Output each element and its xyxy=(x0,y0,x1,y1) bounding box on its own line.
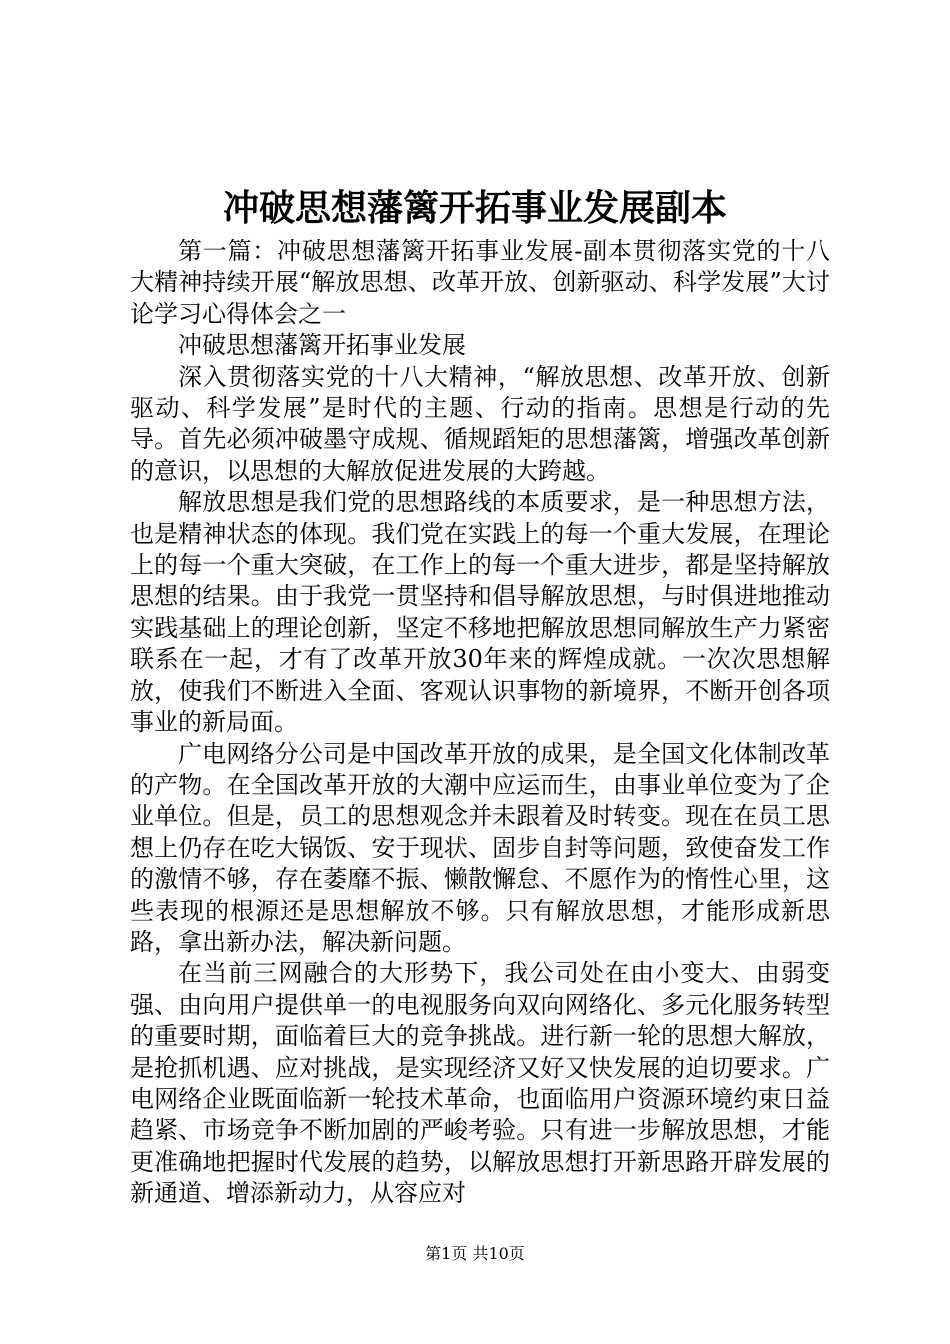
paragraph: 广电网络分公司是中国改革开放的成果，是全国文化体制改革的产物。在全国改革开放的大潮中应运而生，由事业单位变为了企业单位。但是，员工的思想观念并未跟着及时转变。现在在员工思想上仍存在吃大锅饭、安于现状、固步自封等问题，致使奋发工作的激情不够，存在萎靡不振、懒散懈怠、不愿作为的惰性心里，这些表现的根源还是思想解放不够。只有解放思想，才能形成新思路，拿出新办法，解决新问题。 xyxy=(130,739,830,956)
paragraph: 解放思想是我们党的思想路线的本质要求，是一种思想方法，也是精神状态的体现。我们党在实践上的每一个重大发展，在理论上的每一个重大突破，在工作上的每一个重大进步，都是坚持解放思想的结果。由于我党一贯坚持和倡导解放思想，与时俱进地推动实践基础上的理论创新，坚定不移地把解放思想同解放生产力紧密联系在一起，才有了改革开放30年来的辉煌成就。一次次思想解放，使我们不断进入全面、客观认识事物的新境界，不断开创各项事业的新局面。 xyxy=(130,488,830,737)
paragraph-subtitle: 冲破思想藩篱开拓事业发展 xyxy=(178,331,466,360)
page-number-footer: 第1页 共10页 xyxy=(425,1244,525,1263)
paragraph: 在当前三网融合的大形势下，我公司处在由小变大、由弱变强、由向用户提供单一的电视服务向双向网络化、多元化服务转型的重要时期，面临着巨大的竞争挑战。进行新一轮的思想大解放，是抢抓机遇、应对挑战，是实现经济又好又快发展的迫切要求。广电网络企业既面临新一轮技术革命，也面临用户资源环境约束日益趋紧、市场竞争不断加剧的严峻考验。只有进一步解放思想，才能更准确地把握时代发展的趋势，以解放思想打开新思路开辟发展的新通道、增添新动力，从容应对 xyxy=(130,959,830,1208)
paragraph: 深入贯彻落实党的十八大精神，“解放思想、改革开放、创新驱动、科学发展”是时代的主题、行动的指南。思想是行动的先导。首先必须冲破墨守成规、循规蹈矩的思想藩篱，增强改革创新的意识，以思想的大解放促进发展的大跨越。 xyxy=(130,362,830,485)
document-body xyxy=(130,236,830,1210)
document-title: 冲破思想藩篱开拓事业发展副本 xyxy=(222,187,727,229)
paragraph-intro: 第一篇：冲破思想藩篱开拓事业发展-副本贯彻落实党的十八大精神持续开展“解放思想、改革开放、创新驱动、科学发展”大讨论学习心得体会之一 xyxy=(130,237,830,328)
